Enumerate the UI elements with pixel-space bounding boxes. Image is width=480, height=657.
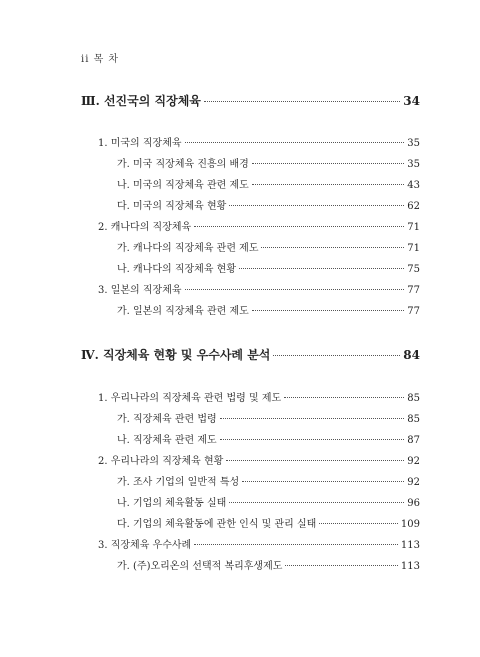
leader-dots: [319, 523, 398, 524]
toc-subsection[interactable]: [117, 302, 420, 317]
leader-dots: [242, 481, 404, 482]
toc-page-number: 113: [400, 540, 420, 551]
toc-entry-label: 3. 직장체육 우수사례: [98, 540, 192, 551]
toc-page-number: 92: [407, 456, 420, 467]
toc-subsection[interactable]: [117, 176, 420, 191]
toc-subsection[interactable]: [117, 239, 420, 254]
leader-dots: [252, 310, 404, 311]
toc-page-number: 75: [407, 264, 420, 275]
leader-dots: [273, 355, 400, 356]
toc-section-4-3[interactable]: [98, 536, 420, 551]
leader-dots: [239, 268, 404, 269]
leader-dots: [229, 502, 404, 503]
toc-page-number: 85: [407, 414, 420, 425]
toc-page-number: 71: [407, 222, 420, 233]
toc-page-number: 85: [407, 393, 420, 404]
toc-entry-label: Ⅲ. 선진국의 직장체육: [81, 94, 201, 108]
toc-page-number: 84: [403, 348, 420, 362]
toc-subsection[interactable]: [117, 431, 420, 446]
leader-dots: [194, 226, 404, 227]
toc-page-number: 77: [407, 285, 420, 296]
leader-dots: [252, 184, 404, 185]
toc-subsection[interactable]: [117, 260, 420, 275]
toc-subsection[interactable]: [117, 557, 420, 572]
toc-page-number: 43: [407, 180, 420, 191]
toc-chapter-4[interactable]: [81, 346, 420, 363]
toc-page-number: 109: [400, 519, 420, 530]
toc-section-4-2[interactable]: [98, 452, 420, 467]
toc-subsection[interactable]: [117, 515, 420, 530]
toc-page-number: 113: [400, 561, 420, 572]
toc-section-3-1[interactable]: [98, 134, 420, 149]
toc-page-number: 62: [407, 201, 420, 212]
toc-entry-label: 1. 미국의 직장체육: [98, 138, 182, 149]
leader-dots: [185, 142, 405, 143]
leader-dots: [285, 565, 397, 566]
toc-entry-label: 2. 우리나라의 직장체육 현황: [98, 456, 224, 467]
toc-entry-label: 1. 우리나라의 직장체육 관련 법령 및 제도: [98, 393, 282, 404]
toc-page-number: 35: [407, 138, 420, 149]
toc-page-number: 92: [407, 477, 420, 488]
toc-page-number: 77: [407, 306, 420, 317]
toc-entry-label: 나. 직장체육 관련 제도: [117, 435, 217, 446]
toc-entry-label: 나. 캐나다의 직장체육 현황: [117, 264, 236, 275]
toc-entry-label: 가. (주)오리온의 선택적 복리후생제도: [117, 561, 283, 572]
toc-subsection[interactable]: [117, 410, 420, 425]
running-head: ii 목 차: [81, 54, 120, 65]
toc-page-number: 35: [407, 159, 420, 170]
toc-entry-label: 2. 캐나다의 직장체육: [98, 222, 192, 233]
toc-entry-label: 나. 미국의 직장체육 관련 제도: [117, 180, 249, 191]
toc-section-3-2[interactable]: [98, 218, 420, 233]
toc-page-number: 71: [407, 243, 420, 254]
leader-dots: [220, 418, 405, 419]
toc-entry-label: 가. 일본의 직장체육 관련 제도: [117, 306, 249, 317]
toc-entry-label: 나. 기업의 체육활동 실태: [117, 498, 227, 509]
leader-dots: [204, 101, 400, 102]
leader-dots: [220, 439, 405, 440]
toc-entry-label: 가. 캐나다의 직장체육 관련 제도: [117, 243, 259, 254]
toc-chapter-3[interactable]: [81, 92, 420, 109]
toc-entry-label: 가. 직장체육 관련 법령: [117, 414, 217, 425]
toc-entry-label: 3. 일본의 직장체육: [98, 285, 182, 296]
toc-entry-label: 다. 미국의 직장체육 현황: [117, 201, 227, 212]
toc-section-3-3[interactable]: [98, 281, 420, 296]
leader-dots: [261, 247, 404, 248]
toc-entry-label: 가. 미국 직장체육 진흥의 배경: [117, 159, 249, 170]
toc-page-number: 87: [407, 435, 420, 446]
toc-subsection[interactable]: [117, 473, 420, 488]
leader-dots: [252, 163, 404, 164]
toc-entry-label: Ⅳ. 직장체육 현황 및 우수사례 분석: [81, 348, 271, 362]
leader-dots: [185, 289, 405, 290]
leader-dots: [194, 544, 398, 545]
toc-subsection[interactable]: [117, 197, 420, 212]
toc-subsection[interactable]: [117, 494, 420, 509]
toc-entry-label: 다. 기업의 체육활동에 관한 인식 및 관리 실태: [117, 519, 317, 530]
leader-dots: [284, 397, 404, 398]
toc-page-number: 96: [407, 498, 420, 509]
leader-dots: [229, 205, 404, 206]
toc-section-4-1[interactable]: [98, 389, 420, 404]
toc-subsection[interactable]: [117, 155, 420, 170]
toc-page-number: 34: [403, 94, 420, 108]
toc-entry-label: 가. 조사 기업의 일반적 특성: [117, 477, 240, 488]
leader-dots: [226, 460, 404, 461]
